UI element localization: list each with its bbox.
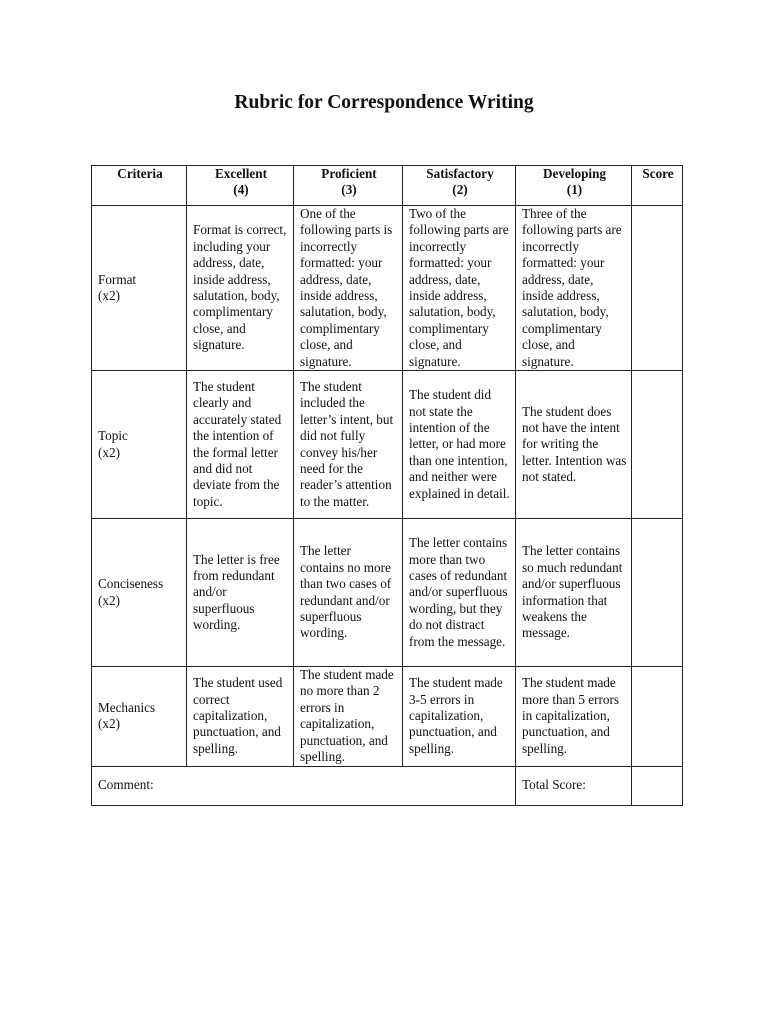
criterion-name: Mechanics [98,699,156,715]
header-developing-label: Developing [542,166,606,181]
table-row-footer [92,766,683,805]
table-row-conciseness [92,519,683,667]
developing-cell: Three of the following parts are incorrectly formatted: your address, date, inside address, salutation, body, complimentary close, and signature. [516,206,632,371]
criterion-name: Topic [98,428,128,444]
criterion-cell [92,519,187,667]
header-row [92,166,683,206]
total-score-cell[interactable] [632,766,683,805]
satisfactory-cell: The letter contains more than two cases of redundant and/or superfluous wording, but they do not distract from the message. [403,519,516,667]
score-cell[interactable] [632,519,683,667]
header-satisfactory-points: (2) [452,182,468,198]
header-criteria: Criteria [92,166,187,206]
criterion-cell [92,371,187,519]
criterion-weight: (x2) [98,444,120,460]
proficient-cell: The student included the letter’s intent, but did not fully convey his/her need for the reader’s attention to the matter. [294,371,403,519]
score-cell[interactable] [632,667,683,766]
header-satisfactory-label: Satisfactory [426,166,494,181]
comment-cell[interactable]: Comment: [92,766,516,805]
criterion-weight: (x2) [98,716,120,732]
page-title: Rubric for Correspondence Writing [234,92,534,113]
table-row-mechanics [92,667,683,766]
excellent-cell: The student used correct capitalization, punctuation, and spelling. [187,667,294,766]
header-score: Score [632,166,683,206]
header-proficient-label: Proficient [321,166,377,181]
criterion-cell [92,206,187,371]
header-excellent-label: Excellent [214,166,267,181]
header-developing-points: (1) [566,182,583,198]
criterion-name: Format [98,271,137,287]
header-developing [516,166,632,206]
header-satisfactory [403,166,516,206]
header-proficient-points: (3) [341,182,357,198]
satisfactory-cell: Two of the following parts are incorrectly formatted: your address, date, inside address, salutation, body, complimentary close, and signature. [403,206,516,371]
developing-cell: The letter contains so much redundant and/or superfluous information that weakens the message. [516,519,632,667]
proficient-cell: One of the following parts is incorrectly formatted: your address, date, inside address, salutation, body, complimentary close, and signature. [294,206,403,371]
criterion-name: Conciseness [98,576,164,592]
rubric-table [91,165,683,806]
developing-cell: The student made more than 5 errors in capitalization, punctuation, and spelling. [516,667,632,766]
excellent-cell: Format is correct, including your address, date, inside address, salutation, body, complimentary close, and signature. [187,206,294,371]
total-score-label: Total Score: [516,766,632,805]
header-excellent-points: (4) [233,182,249,198]
proficient-cell: The letter contains no more than two cases of redundant and/or superfluous wording. [294,519,403,667]
proficient-cell: The student made no more than 2 errors in capitalization, punctuation, and spelling. [294,667,403,766]
excellent-cell: The letter is free from redundant and/or superfluous wording. [187,519,294,667]
developing-cell: The student does not have the intent for writing the letter. Intention was not stated. [516,371,632,519]
score-cell[interactable] [632,206,683,371]
table-row-topic [92,371,683,519]
satisfactory-cell: The student did not state the intention of the letter, or had more than one intention, and neither were explained in detail. [403,371,516,519]
criterion-weight: (x2) [98,592,120,608]
header-excellent [187,166,294,206]
satisfactory-cell: The student made 3-5 errors in capitalization, punctuation, and spelling. [403,667,516,766]
header-proficient [294,166,403,206]
criterion-cell [92,667,187,766]
score-cell[interactable] [632,371,683,519]
table-row-format [92,206,683,371]
criterion-weight: (x2) [98,288,120,304]
excellent-cell: The student clearly and accurately stated the intention of the formal letter and did not deviate from the topic. [187,371,294,519]
